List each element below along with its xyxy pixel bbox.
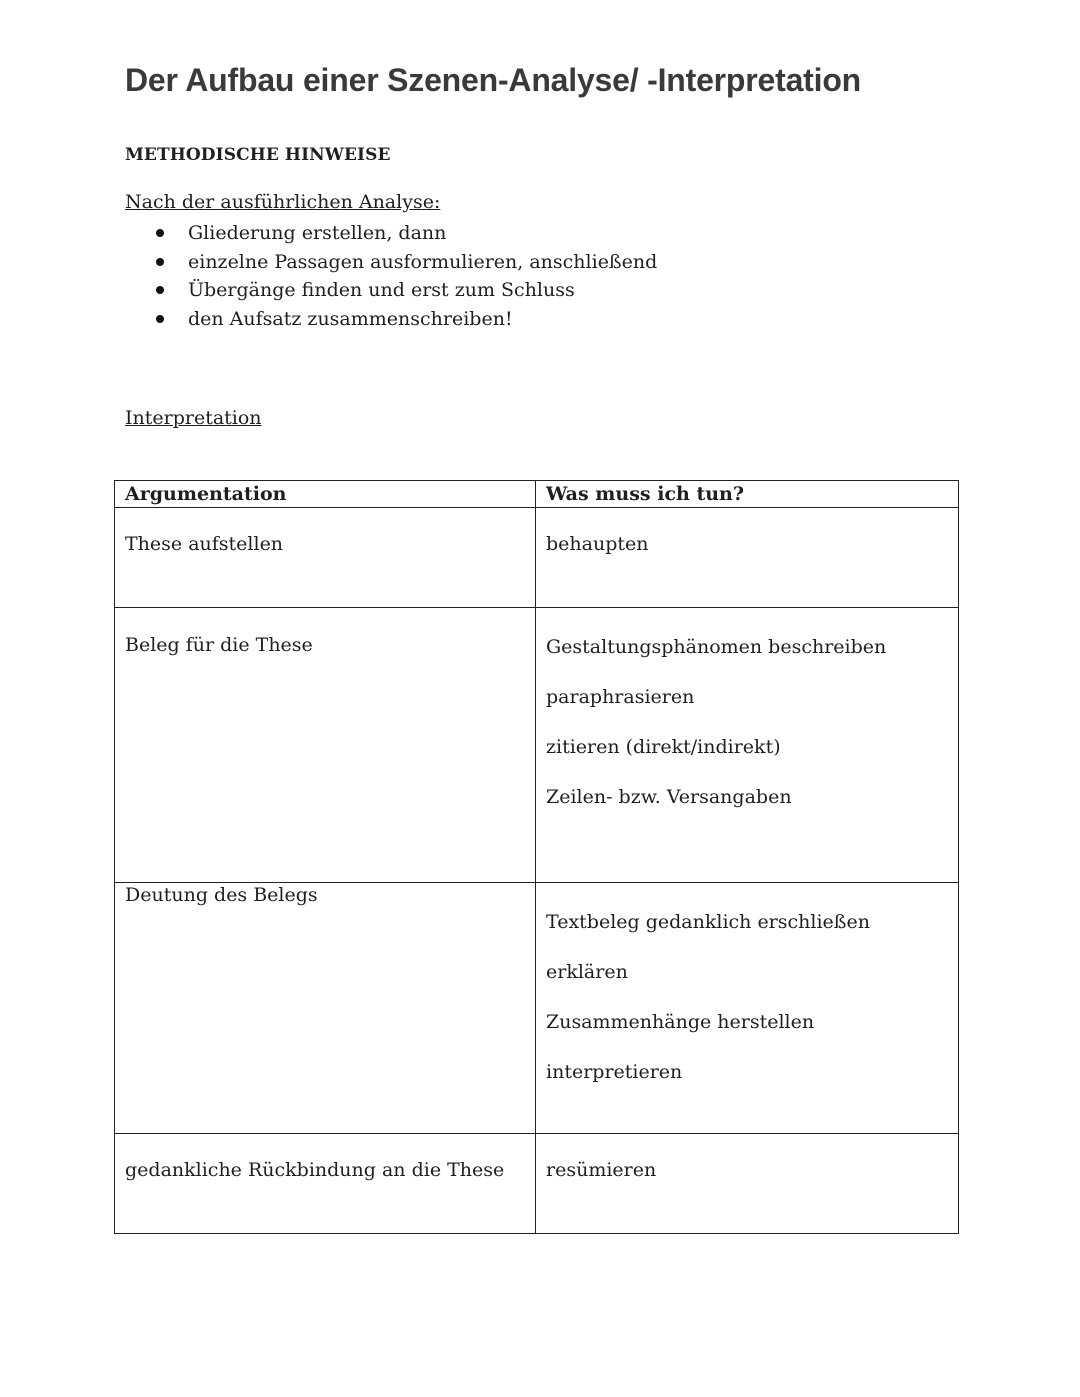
cell-text: Beleg für die These (125, 634, 313, 656)
task-item: Zusammenhänge herstellen (546, 1011, 815, 1033)
task-item: Textbeleg gedanklich erschließen (546, 911, 870, 933)
bullet-icon (156, 286, 164, 294)
task-item: paraphrasieren (546, 686, 695, 708)
table-row (115, 1134, 959, 1234)
list-item (125, 219, 657, 248)
list-item-text: einzelne Passagen ausformulieren, anschließend (188, 250, 658, 273)
argumentation-table (114, 480, 959, 1234)
table-cell-argumentation (115, 883, 536, 1134)
interpretation-label: Interpretation (125, 407, 262, 429)
section-heading-methodical: METHODISCHE HINWEISE (125, 145, 391, 165)
task-item: erklären (546, 961, 628, 983)
table-cell-argumentation (115, 508, 536, 608)
list-item (125, 248, 657, 277)
table-header-task: Was muss ich tun? (536, 481, 959, 508)
cell-text: resümieren (546, 1159, 657, 1181)
list-item (125, 305, 657, 334)
document-title: Der Aufbau einer Szenen-Analyse/ -Interpretation (125, 62, 862, 98)
bullet-icon (156, 315, 164, 323)
task-item: zitieren (direkt/indirekt) (546, 736, 781, 758)
table-row (115, 508, 959, 608)
list-item-text: Gliederung erstellen, dann (188, 222, 447, 244)
bullet-icon (156, 229, 164, 237)
table-cell-task (536, 508, 959, 608)
list-item-text: Übergänge finden und erst zum Schluss (188, 279, 575, 302)
cell-text: These aufstellen (125, 533, 284, 555)
table-cell-argumentation (115, 608, 536, 883)
cell-text: gedankliche Rückbindung an die These (125, 1159, 505, 1181)
table-header-argumentation: Argumentation (115, 481, 536, 508)
task-item: interpretieren (546, 1061, 683, 1083)
methodical-steps-list (125, 219, 657, 333)
table-header-row (115, 481, 959, 508)
list-item-text: den Aufsatz zusammenschreiben! (188, 307, 513, 330)
table-row (115, 608, 959, 883)
task-item: Gestaltungsphänomen beschreiben (546, 636, 887, 658)
table-cell-task (536, 608, 959, 883)
task-item: Zeilen- bzw. Versangaben (546, 786, 792, 808)
table-cell-task (536, 1134, 959, 1234)
cell-text: behaupten (546, 533, 649, 555)
intro-label: Nach der ausführlichen Analyse: (125, 191, 441, 213)
cell-text: Deutung des Belegs (125, 884, 318, 906)
list-item (125, 276, 657, 305)
bullet-icon (156, 258, 164, 266)
table-cell-task (536, 883, 959, 1134)
table-cell-argumentation (115, 1134, 536, 1234)
table-row (115, 883, 959, 1134)
